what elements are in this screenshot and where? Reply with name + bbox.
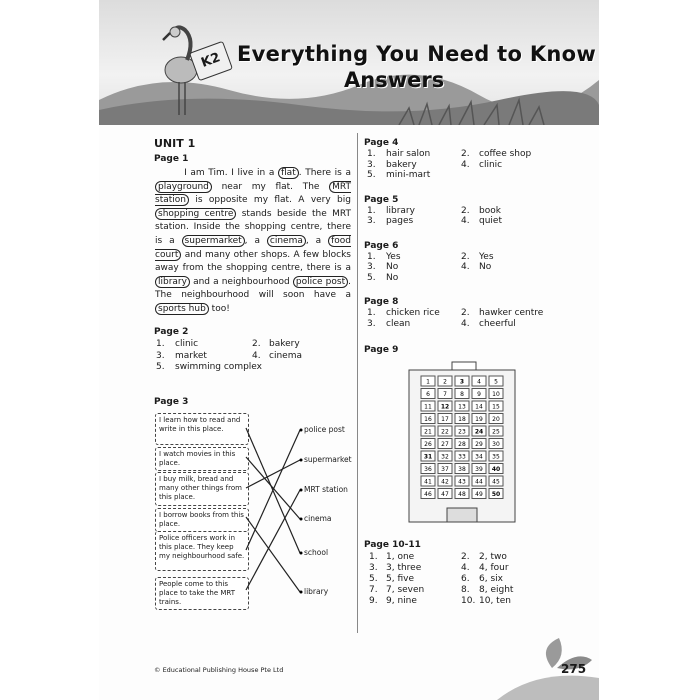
- match-line: [246, 457, 300, 519]
- page-subtitle: Answers: [344, 68, 445, 92]
- page10-answer: 5, five: [386, 574, 414, 584]
- place-label: cinema: [304, 514, 332, 523]
- page10-answer: 3, three: [386, 563, 422, 573]
- window-number: 11: [424, 403, 432, 411]
- matching-lines: [244, 400, 304, 620]
- page2-item-number: 1.: [156, 339, 165, 349]
- window-number: 43: [458, 478, 466, 486]
- item-number: 1.: [367, 308, 376, 318]
- page-heading: Page 4: [364, 138, 399, 148]
- building-grid: [407, 358, 517, 526]
- window-number: 42: [441, 478, 449, 486]
- match-dot: [300, 552, 303, 555]
- window-number: 34: [475, 453, 483, 461]
- item-answer: library: [386, 205, 415, 216]
- window-number: 32: [441, 453, 449, 461]
- item-number: 4.: [461, 159, 470, 170]
- workbook-page: [99, 0, 599, 700]
- item-answer: coffee shop: [479, 149, 532, 159]
- clue-box: People come to this place to take the MRT trains.: [155, 577, 249, 610]
- match-line: [246, 460, 300, 488]
- page10-number: 2.: [461, 552, 470, 562]
- circled-answer: MRT station: [155, 181, 351, 206]
- place-label: school: [304, 548, 329, 557]
- match-dot: [300, 489, 303, 492]
- window-number: 1: [426, 378, 430, 386]
- window-number: 17: [441, 416, 449, 423]
- header-banner: [99, 0, 599, 125]
- window-number: 33: [458, 453, 466, 461]
- page10-number: 8.: [461, 585, 470, 595]
- window-number: 5: [494, 378, 498, 386]
- page10-number: 7.: [369, 585, 378, 595]
- page2-item-number: 2.: [252, 339, 261, 349]
- item-number: 4.: [461, 318, 470, 329]
- item-answer: hawker centre: [479, 308, 544, 318]
- match-dot: [300, 459, 303, 462]
- clue-box: I learn how to read and write in this place.: [155, 413, 249, 445]
- window-number: 6: [426, 391, 430, 398]
- window-number: 31: [423, 453, 433, 461]
- item-number: 3.: [367, 262, 376, 272]
- window-number: 9: [477, 391, 481, 398]
- place-label: police post: [304, 425, 345, 434]
- passage-text: I am Tim. I live in a: [184, 168, 279, 178]
- circled-answer: sports hub: [155, 303, 209, 315]
- item-answer: No: [479, 262, 492, 272]
- page10-number: 3.: [369, 563, 378, 573]
- window-number: 22: [441, 428, 449, 436]
- page-number: 275: [561, 662, 587, 676]
- circled-answer: flat: [278, 167, 299, 179]
- page2-item-answer: bakery: [269, 339, 300, 349]
- item-answer: bakery: [386, 159, 417, 170]
- item-number: 3.: [367, 216, 376, 226]
- passage-text: is opposite my flat. A very big: [188, 195, 351, 206]
- page2-item-answer: market: [175, 350, 207, 361]
- circled-answer: shopping centre: [155, 208, 236, 220]
- window-number: 24: [474, 428, 484, 436]
- window-number: 38: [458, 466, 466, 473]
- item-answer: hair salon: [386, 149, 431, 159]
- item-answer: clinic: [479, 159, 503, 170]
- item-number: 3.: [367, 318, 376, 329]
- page10-answer: 8, eight: [479, 585, 514, 595]
- page10-answer: 6, six: [479, 574, 503, 584]
- item-answer: Yes: [479, 251, 494, 262]
- item-answer: book: [479, 205, 501, 216]
- page2-item-number: 5.: [156, 362, 165, 372]
- window-number: 3: [459, 378, 465, 386]
- page10-number: 10.: [461, 596, 476, 606]
- passage-text: . The neighbourhood will soon have a: [155, 276, 351, 301]
- circled-answer: cinema: [267, 235, 306, 247]
- column-divider: [357, 133, 358, 633]
- passage-text: . There is a: [298, 168, 351, 178]
- window-number: 44: [475, 478, 483, 486]
- item-answer: chicken rice: [386, 308, 440, 318]
- window-number: 39: [475, 466, 483, 473]
- circled-answer: supermarket: [182, 235, 245, 247]
- item-number: 1.: [367, 205, 376, 216]
- page10-number: 1.: [369, 552, 378, 562]
- page1-heading: Page 1: [154, 154, 189, 164]
- window-number: 16: [424, 416, 432, 423]
- item-answer: No: [386, 272, 399, 283]
- window-number: 2: [443, 378, 447, 386]
- window-number: 41: [424, 478, 432, 486]
- window-number: 35: [492, 453, 500, 461]
- window-number: 29: [475, 441, 483, 448]
- item-number: 1.: [367, 251, 376, 262]
- window-number: 4: [477, 378, 481, 386]
- page-title: Everything You Need to Know: [237, 42, 597, 66]
- page10-answer: 10, ten: [479, 596, 511, 606]
- match-dot: [300, 591, 303, 594]
- window-number: 47: [441, 491, 449, 498]
- page9-heading: Page 9: [364, 345, 399, 355]
- page10-number: 4.: [461, 563, 470, 573]
- clue-box: Police officers work in this place. They keep my neighbourhood safe.: [155, 531, 249, 571]
- passage-text: too!: [208, 303, 230, 314]
- window-number: 40: [491, 466, 501, 473]
- publisher-credit: © Educational Publishing House Pte Ltd: [154, 666, 284, 674]
- item-answer: mini-mart: [386, 170, 431, 180]
- circled-answer: playground: [155, 181, 212, 193]
- window-number: 25: [492, 428, 500, 436]
- window-number: 26: [424, 441, 432, 448]
- page2-item-number: 3.: [156, 350, 165, 361]
- clue-box: I buy milk, bread and many other things from this place.: [155, 472, 249, 506]
- item-number: 5.: [367, 170, 376, 180]
- page10-number: 6.: [461, 574, 470, 584]
- page1-passage: [155, 167, 351, 317]
- window-number: 7: [443, 391, 447, 398]
- match-line: [246, 490, 300, 590]
- passage-text: and a neighbourhood: [189, 276, 293, 287]
- place-label: library: [304, 587, 329, 596]
- window-number: 23: [458, 428, 466, 436]
- window-number: 8: [460, 391, 464, 398]
- window-number: 49: [475, 491, 483, 498]
- item-number: 4.: [461, 262, 470, 272]
- match-dot: [300, 429, 303, 432]
- place-label: MRT station: [304, 485, 348, 494]
- item-answer: cheerful: [479, 318, 516, 329]
- window-number: 10: [492, 391, 500, 398]
- item-answer: Yes: [386, 251, 401, 262]
- item-number: 2.: [461, 205, 470, 216]
- page-heading: Page 6: [364, 240, 399, 251]
- circled-answer: library: [155, 276, 190, 288]
- window-number: 20: [492, 416, 500, 423]
- window-number: 13: [458, 403, 466, 411]
- item-number: 4.: [461, 216, 470, 226]
- passage-text: near my flat. The: [211, 181, 330, 192]
- window-number: 14: [475, 403, 483, 411]
- page-heading: Page 5: [364, 194, 399, 205]
- passage-text: , a: [244, 235, 267, 246]
- window-number: 36: [424, 466, 432, 473]
- item-number: 1.: [367, 149, 376, 159]
- page2-item-answer: swimming complex: [175, 362, 263, 372]
- page10-number: 9.: [369, 596, 378, 606]
- window-number: 21: [424, 428, 432, 436]
- page10-heading: Page 10-11: [364, 540, 421, 550]
- page2-heading: Page 2: [154, 327, 189, 337]
- roof-box: [452, 362, 476, 370]
- window-number: 48: [458, 491, 466, 498]
- window-number: 50: [491, 491, 501, 498]
- window-number: 37: [441, 466, 449, 473]
- page10-answer: 4, four: [479, 563, 509, 573]
- item-answer: pages: [386, 216, 414, 226]
- item-number: 2.: [461, 149, 470, 159]
- match-dot: [300, 518, 303, 521]
- clue-box: I borrow books from this place.: [155, 508, 249, 532]
- page2-item-answer: clinic: [175, 339, 199, 349]
- passage-text: stands beside the MRT station. Inside the shopping centre, there is a: [155, 208, 351, 246]
- item-number: 2.: [461, 251, 470, 262]
- page-heading: Page 8: [364, 297, 399, 307]
- page2-item-answer: cinema: [269, 350, 302, 361]
- match-line: [246, 517, 300, 592]
- window-number: 28: [458, 441, 466, 448]
- passage-text: and many other shops. A few blocks away from the shopping centre, there is a: [155, 249, 351, 274]
- level-badge: K2: [189, 41, 233, 82]
- item-answer: quiet: [479, 216, 502, 226]
- building-door: [447, 508, 477, 522]
- item-number: 5.: [367, 272, 376, 283]
- page10-answer: 1, one: [386, 552, 415, 562]
- window-number: 46: [424, 491, 432, 498]
- window-number: 27: [441, 441, 449, 448]
- page10-answer: 2, two: [479, 552, 507, 562]
- circled-answer: police post: [293, 276, 348, 288]
- passage-text: , a: [305, 235, 329, 246]
- window-number: 45: [492, 478, 500, 486]
- window-number: 12: [440, 403, 450, 411]
- page3-heading: Page 3: [154, 397, 189, 407]
- window-number: 19: [475, 416, 483, 423]
- clue-box: I watch movies in this place.: [155, 447, 249, 471]
- window-number: 18: [458, 416, 466, 423]
- item-number: 2.: [461, 308, 470, 318]
- page10-answer: 9, nine: [386, 596, 417, 606]
- unit-title: UNIT 1: [154, 137, 196, 150]
- page2-item-number: 4.: [252, 350, 261, 361]
- page10-number: 5.: [369, 574, 378, 584]
- place-label: supermarket: [304, 455, 352, 464]
- window-number: 15: [492, 403, 500, 411]
- item-number: 3.: [367, 159, 376, 170]
- item-answer: clean: [386, 318, 411, 329]
- page10-answer: 7, seven: [386, 585, 425, 595]
- item-answer: No: [386, 262, 399, 272]
- circled-answer: food court: [155, 235, 351, 260]
- window-number: 30: [492, 441, 500, 448]
